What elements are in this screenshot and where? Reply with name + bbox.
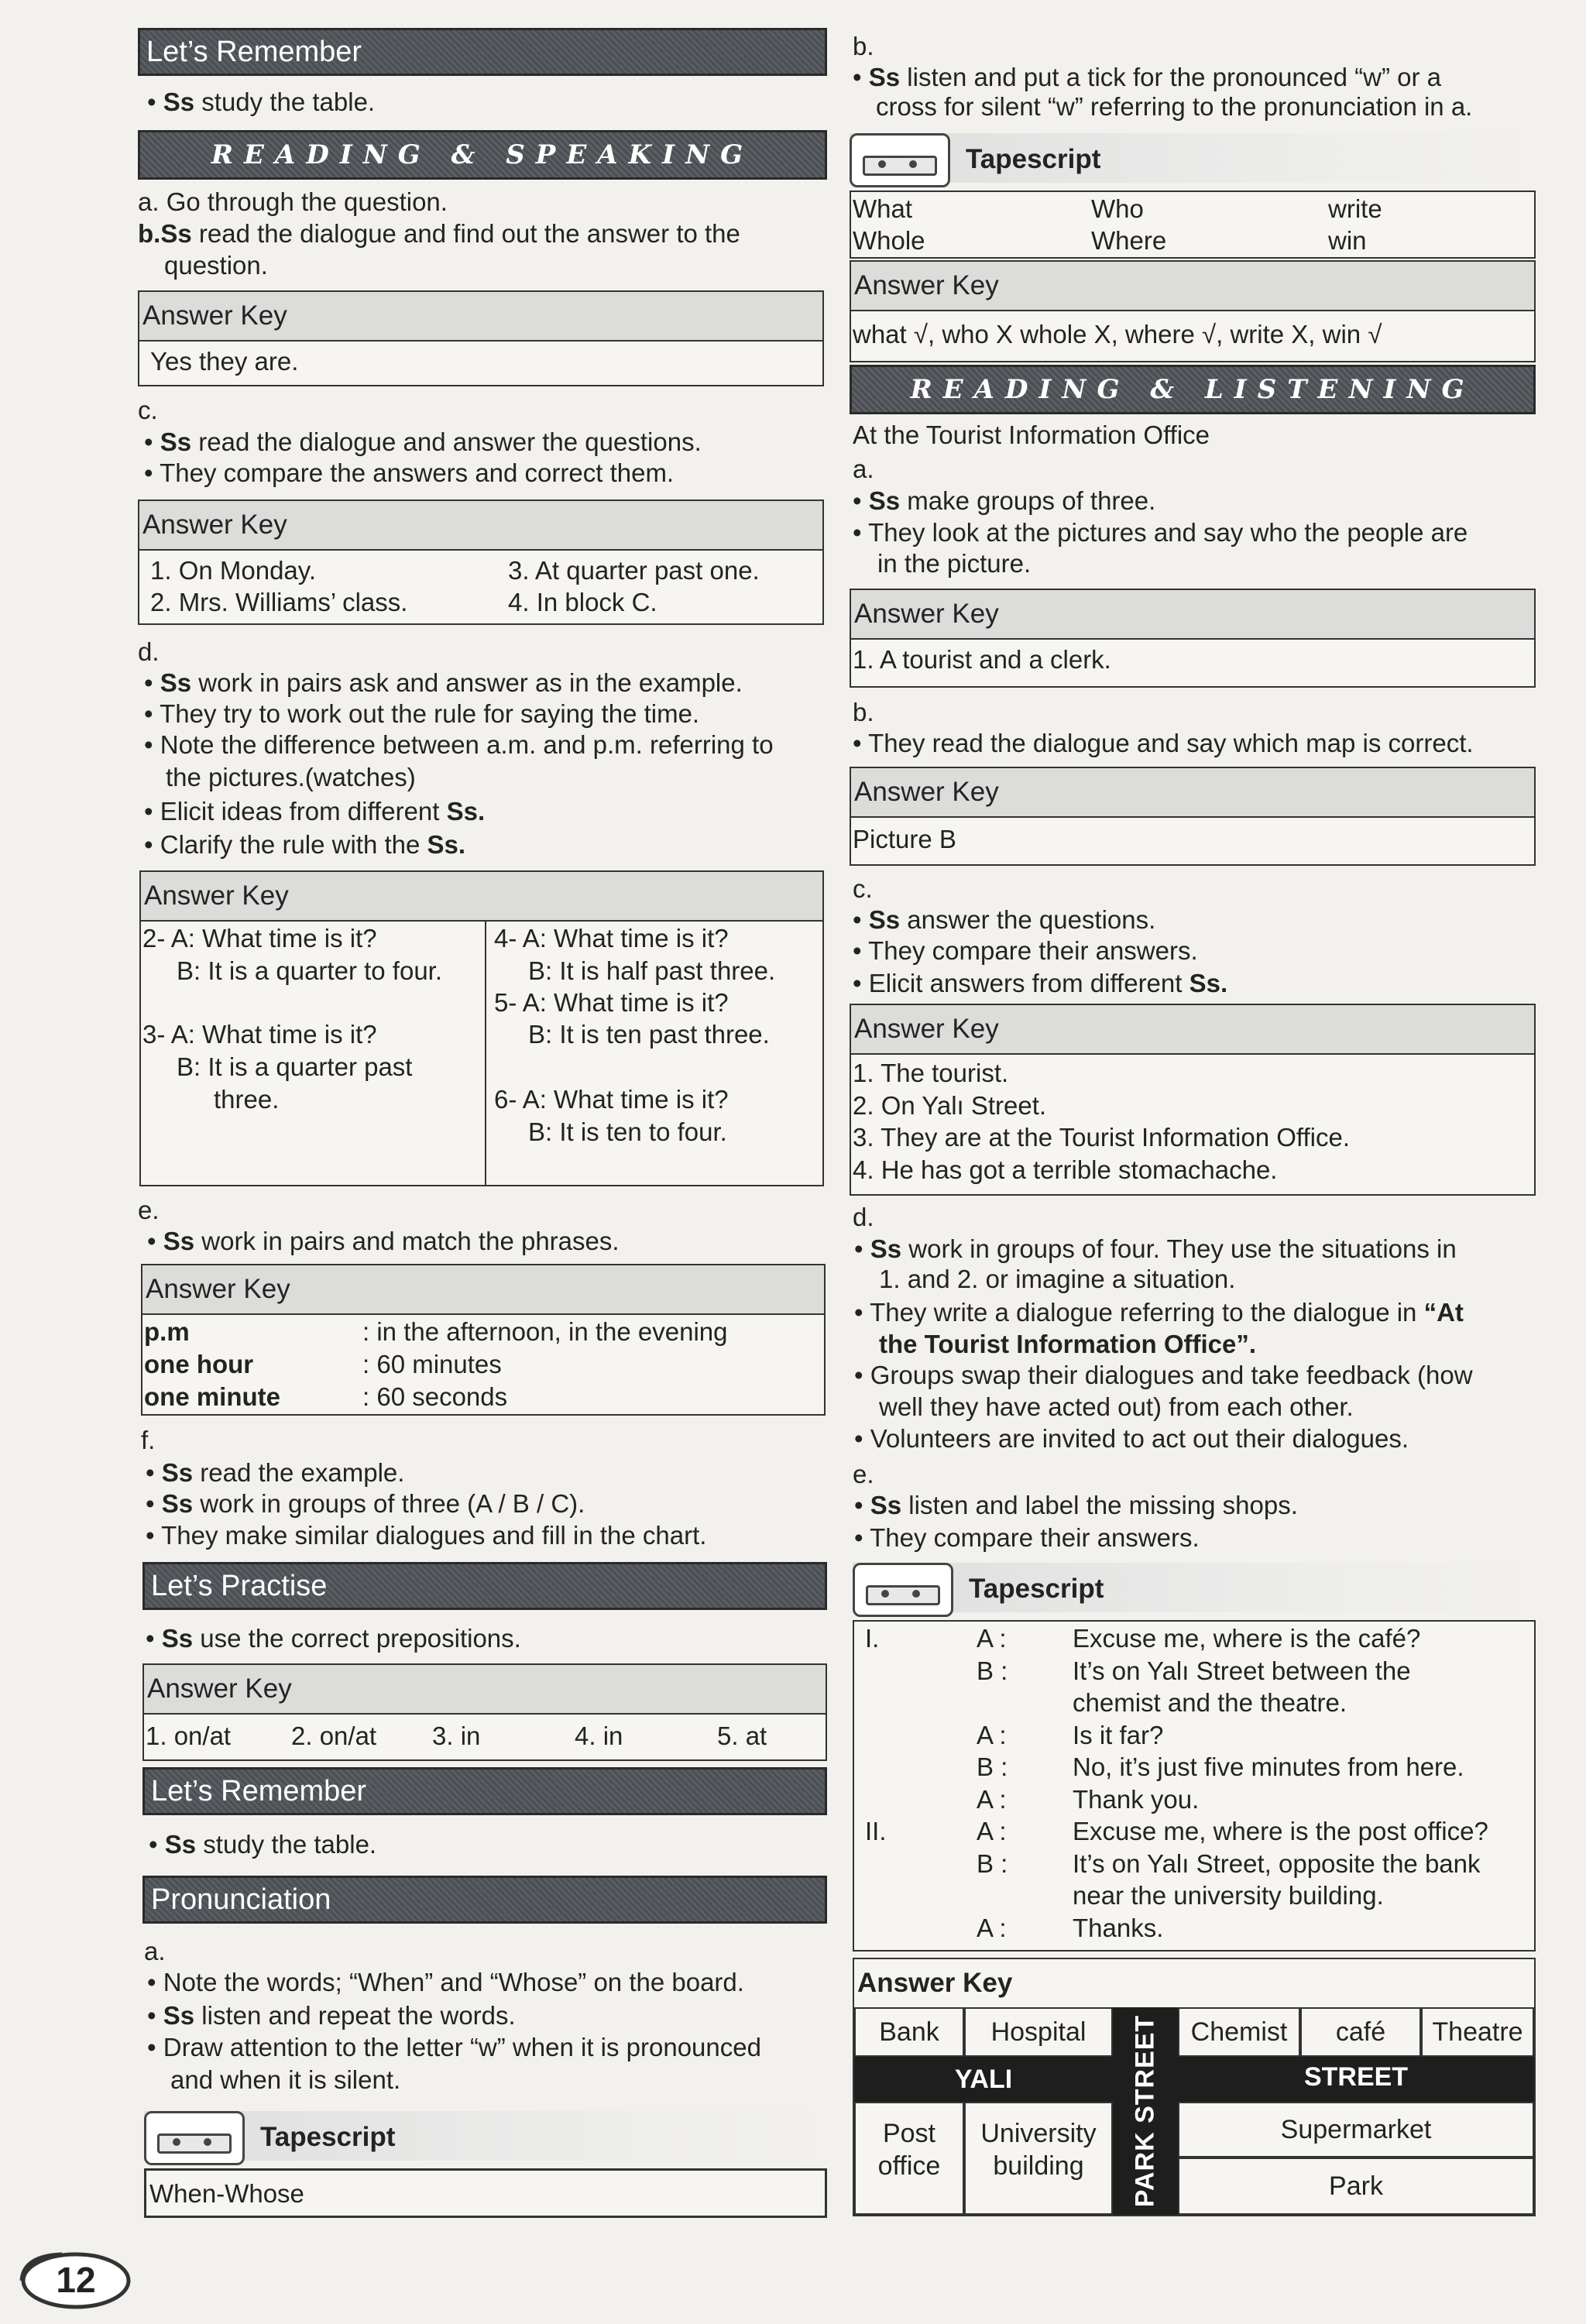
- definition: : 60 minutes: [362, 1350, 502, 1378]
- dialogue-text: Is it far?: [1073, 1720, 1164, 1749]
- section-e-label: e.: [138, 1196, 160, 1224]
- rl-c-bullet-2: • They compare their answers.: [853, 936, 1198, 965]
- section-c-label: c.: [138, 396, 158, 424]
- section-d-label: d.: [138, 637, 160, 666]
- word: Where: [1091, 226, 1167, 255]
- answer-key-label: Answer Key: [851, 1005, 1534, 1055]
- lets-practise-header: Let’s Practise: [142, 1562, 827, 1610]
- lets-remember-header-2: Let’s Remember: [142, 1767, 827, 1815]
- rl-d-line-5: • Groups swap their dialogues and take feedback (how: [854, 1361, 1473, 1389]
- lets-practise-bullet: • Ss use the correct prepositions.: [146, 1624, 521, 1653]
- dialogue-line: 6- A: What time is it?: [494, 1085, 729, 1114]
- c-bullet-2: • They compare the answers and correct them.: [144, 458, 675, 487]
- answer-key-map: [853, 1958, 1536, 2216]
- page-number-badge: [15, 2248, 132, 2310]
- answer-key-rl-c: [850, 1004, 1536, 1196]
- map-park: Park: [1178, 2158, 1534, 2215]
- tapescript-text: When-Whose: [149, 2179, 304, 2208]
- rl-d-line-2: 1. and 2. or imagine a situation.: [879, 1265, 1236, 1293]
- rl-d-line-4: the Tourist Information Office”.: [879, 1330, 1257, 1358]
- tapescript-label: Tapescript: [969, 1574, 1104, 1604]
- dialogue-line: 3- A: What time is it?: [142, 1020, 377, 1049]
- tapescript-words: [850, 191, 1536, 259]
- dialogue-sp: A :: [977, 1720, 1007, 1749]
- dialogue-num: II.: [865, 1817, 887, 1845]
- word: win: [1328, 226, 1367, 255]
- dialogue-line: B: It is a quarter to four.: [177, 956, 443, 985]
- answer-key-label: Answer Key: [144, 1665, 826, 1715]
- rl-c-bullet-1: • Ss answer the questions.: [853, 905, 1156, 934]
- answer-key-rl-a: [850, 589, 1536, 688]
- rl-d-line-6: well they have acted out) from each other.: [879, 1392, 1354, 1421]
- pronunciation-bullet-3: • Draw attention to the letter “w” when it is pronounced: [147, 2033, 761, 2061]
- answer-key-text: what √, who X whole X, where √, write X, win √: [853, 320, 1382, 348]
- pronunciation-header: Pronunciation: [142, 1876, 827, 1924]
- dialogue-text: No, it’s just five minutes from here.: [1073, 1752, 1464, 1781]
- map-hospital: Hospital: [964, 2007, 1113, 2057]
- map-supermarket: Supermarket: [1178, 2102, 1534, 2158]
- answer-item: 2. Mrs. Williams’ class.: [150, 588, 408, 616]
- reading-speaking-banner: READING & SPEAKING: [138, 130, 827, 180]
- dialogue-text: Excuse me, where is the post office?: [1073, 1817, 1488, 1845]
- rl-d-label: d.: [853, 1203, 874, 1231]
- yali-street-right: STREET: [1178, 2057, 1534, 2102]
- dialogue-text: near the university building.: [1073, 1881, 1384, 1910]
- answer-key-reading-b: [138, 290, 824, 386]
- answer-item: 1. on/at: [146, 1722, 232, 1750]
- answer-item: 5. at: [717, 1722, 767, 1750]
- street-map: [854, 2007, 1534, 2215]
- rl-e-bullet-2: • They compare their answers.: [854, 1523, 1200, 1552]
- answer-item: 4. In block C.: [508, 588, 657, 616]
- rl-e-bullet-1: • Ss listen and label the missing shops.: [854, 1491, 1298, 1519]
- dialogue-line: 2- A: What time is it?: [142, 924, 377, 953]
- reading-b-cont: question.: [164, 251, 268, 280]
- term: p.m: [144, 1317, 190, 1346]
- park-street-label: PARK STREET: [1130, 2014, 1160, 2208]
- dialogue-sp: A :: [977, 1784, 1007, 1814]
- answer-key-e: [141, 1264, 826, 1416]
- dialogue-text: It’s on Yalı Street between the: [1073, 1656, 1411, 1685]
- d-bullet-5: • Clarify the rule with the Ss.: [144, 830, 466, 859]
- answer-item: 1. On Monday.: [150, 556, 317, 585]
- page-number: 12: [56, 2260, 96, 2300]
- answer-key-label: Answer Key: [139, 292, 822, 342]
- answer-key-label: Answer Key: [851, 590, 1534, 640]
- map-bank: Bank: [854, 2007, 964, 2057]
- reading-b: b.Ss read the dialogue and find out the answer to the: [138, 219, 740, 248]
- answer-key-text: Yes they are.: [150, 347, 299, 376]
- f-bullet-2: • Ss work in groups of three (A / B / C).: [146, 1489, 585, 1518]
- word: write: [1328, 194, 1382, 223]
- map-post-office: Post office: [854, 2102, 964, 2215]
- answer-key-text: Picture B: [853, 825, 956, 853]
- lets-remember-header: Let’s Remember: [138, 28, 827, 76]
- pronunciation-a-label: a.: [144, 1937, 166, 1965]
- definition: : in the afternoon, in the evening: [362, 1317, 728, 1346]
- reading-listening-banner: READING & LISTENING: [850, 365, 1536, 414]
- d-bullet-1: • Ss work in pairs ask and answer as in the example.: [144, 668, 743, 697]
- rl-a-bullet-2-cont: in the picture.: [877, 549, 1032, 578]
- rl-a-label: a.: [853, 455, 874, 483]
- answer-key-c: [138, 499, 824, 625]
- lets-remember-bullet: • Ss study the table.: [147, 88, 376, 116]
- answer-key-d: [139, 870, 824, 1186]
- answer-key-rl-b: [850, 767, 1536, 866]
- answer-item: 4. He has got a terrible stomachache.: [853, 1155, 1278, 1184]
- pronunciation-bullet-3-cont: and when it is silent.: [170, 2065, 401, 2094]
- b-bullet: • Ss listen and put a tick for the pronounced “w” or a: [853, 63, 1441, 91]
- answer-key-practise: [142, 1663, 827, 1761]
- dialogue-line: three.: [214, 1085, 280, 1114]
- d-bullet-2: • They try to work out the rule for saying the time.: [144, 699, 700, 728]
- d-bullet-3: • Note the difference between a.m. and p.m. referring to: [144, 730, 774, 759]
- rl-d-line-7: • Volunteers are invited to act out their dialogues.: [854, 1424, 1409, 1453]
- f-bullet-3: • They make similar dialogues and fill in the chart.: [146, 1521, 707, 1550]
- answer-item: 3. in: [432, 1722, 481, 1750]
- dialogue-text: Excuse me, where is the café?: [1073, 1624, 1421, 1653]
- dialogue-sp: A :: [977, 1817, 1007, 1845]
- d-bullet-3-cont: the pictures.(watches): [166, 763, 416, 791]
- rl-c-label: c.: [853, 874, 873, 903]
- dialogue-sp: B :: [977, 1849, 1008, 1878]
- cassette-icon: [144, 2111, 245, 2165]
- dialogue-line: B: It is ten past three.: [528, 1020, 770, 1049]
- rl-d-line-3: • They write a dialogue referring to the dialogue in “At: [854, 1298, 1464, 1327]
- lets-remember-bullet-2: • Ss study the table.: [149, 1830, 377, 1859]
- answer-key-label: Answer Key: [851, 262, 1534, 311]
- dialogue-sp: A :: [977, 1913, 1007, 1942]
- tapescript-box-pron: [144, 2168, 827, 2218]
- dialogue-text: chemist and the theatre.: [1073, 1688, 1347, 1717]
- answer-item: 3. They are at the Tourist Information Office.: [853, 1123, 1351, 1152]
- answer-key-label: Answer Key: [141, 872, 822, 922]
- dialogue-text: It’s on Yalı Street, opposite the bank: [1073, 1849, 1481, 1878]
- yali-street-left: YALI: [854, 2057, 1113, 2102]
- column-divider: [485, 920, 486, 1185]
- answer-key-label: Answer Key: [851, 768, 1534, 818]
- tapescript-dialogue: [853, 1620, 1536, 1952]
- rl-b-bullet: • They read the dialogue and say which map is correct.: [853, 729, 1474, 757]
- rl-a-bullet-2: • They look at the pictures and say who the people are: [853, 518, 1468, 547]
- dialogue-line: B: It is a quarter past: [177, 1052, 413, 1081]
- cassette-icon: [853, 1563, 953, 1617]
- dialogue-line: B: It is ten to four.: [528, 1117, 727, 1146]
- dialogue-num: I.: [865, 1624, 880, 1653]
- tapescript-label: Tapescript: [966, 144, 1101, 174]
- answer-key-b: [850, 260, 1536, 362]
- d-bullet-4: • Elicit ideas from different Ss.: [144, 797, 486, 826]
- pronunciation-bullet-2: • Ss listen and repeat the words.: [147, 2001, 516, 2030]
- dialogue-line: 4- A: What time is it?: [494, 924, 729, 953]
- b-bullet-cont: cross for silent “w” referring to the pronunciation in a.: [876, 92, 1473, 121]
- pronunciation-bullet-1: • Note the words; “When” and “Whose” on the board.: [147, 1968, 744, 1996]
- word: Who: [1091, 194, 1144, 223]
- dialogue-sp: B :: [977, 1656, 1008, 1685]
- section-b-label: b.: [853, 32, 874, 60]
- map-university: University building: [964, 2102, 1113, 2215]
- rl-c-bullet-3: • Elicit answers from different Ss.: [853, 969, 1228, 997]
- reading-a: a. Go through the question.: [138, 187, 448, 216]
- dialogue-sp: B :: [977, 1752, 1008, 1781]
- answer-key-label: Answer Key: [139, 501, 822, 551]
- f-bullet-1: • Ss read the example.: [146, 1458, 405, 1487]
- dialogue-text: Thanks.: [1073, 1913, 1164, 1942]
- term: one minute: [144, 1382, 281, 1411]
- answer-item: 4. in: [575, 1722, 623, 1750]
- answer-item: 2. On Yalı Street.: [853, 1091, 1047, 1120]
- tapescript-header-e: [853, 1563, 1536, 1612]
- answer-item: 3. At quarter past one.: [508, 556, 760, 585]
- section-f-label: f.: [141, 1426, 156, 1454]
- map-theatre: Theatre: [1421, 2007, 1534, 2057]
- answer-key-text: 1. A tourist and a clerk.: [853, 645, 1111, 674]
- rl-b-label: b.: [853, 698, 874, 726]
- answer-item: 2. on/at: [291, 1722, 377, 1750]
- tapescript-label: Tapescript: [260, 2122, 396, 2152]
- answer-item: 1. The tourist.: [853, 1059, 1009, 1087]
- dialogue-text: Thank you.: [1073, 1784, 1200, 1814]
- map-cafe: café: [1300, 2007, 1421, 2057]
- tapescript-header-b: [850, 133, 1536, 183]
- answer-key-label: Answer Key: [142, 1265, 824, 1315]
- c-bullet-1: • Ss read the dialogue and answer the questions.: [144, 427, 702, 456]
- term: one hour: [144, 1350, 254, 1378]
- reading-listening-subtitle: At the Tourist Information Office: [853, 421, 1210, 449]
- rl-a-bullet-1: • Ss make groups of three.: [853, 486, 1156, 515]
- dialogue-sp: A :: [977, 1624, 1007, 1653]
- definition: : 60 seconds: [362, 1382, 508, 1411]
- tapescript-header-pron: [144, 2111, 827, 2161]
- rl-d-line-1: • Ss work in groups of four. They use the situations in: [854, 1234, 1457, 1263]
- map-chemist: Chemist: [1178, 2007, 1300, 2057]
- e-bullet: • Ss work in pairs and match the phrases.: [147, 1227, 620, 1255]
- word: Whole: [853, 226, 925, 255]
- park-street-road: [1113, 2007, 1178, 2215]
- dialogue-line: 5- A: What time is it?: [494, 988, 729, 1017]
- dialogue-line: B: It is half past three.: [528, 956, 776, 985]
- answer-key-label: Answer Key: [854, 1959, 1534, 2007]
- word: What: [853, 194, 913, 223]
- cassette-icon: [850, 133, 950, 187]
- rl-e-label: e.: [853, 1460, 874, 1488]
